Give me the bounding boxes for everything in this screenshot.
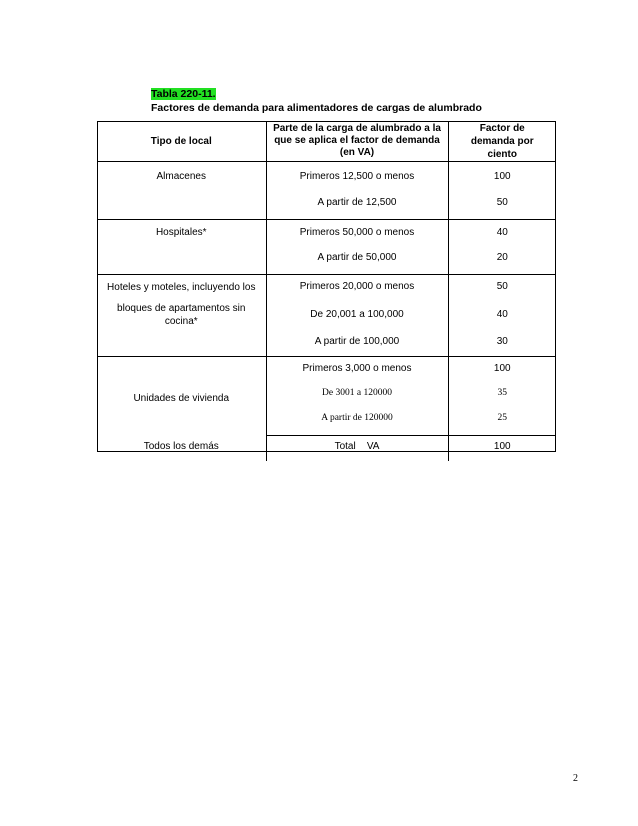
factor-cell: 20 — [496, 252, 508, 263]
page-number: 2 — [573, 773, 578, 784]
factor-cell: 35 — [497, 388, 507, 398]
parte-cell: A partir de 50,000 — [266, 249, 448, 275]
table-number: Tabla 220-11. — [151, 88, 216, 100]
factor-cell: 50 — [496, 197, 508, 208]
tipo-hoteles-line2: bloques de apartamentos sin cocina* — [117, 303, 246, 327]
factor-cell: 50 — [448, 275, 556, 306]
header-tipo-local: Tipo de local — [97, 121, 266, 162]
table-header-row — [97, 121, 556, 162]
factor-cell: 25 — [497, 413, 507, 423]
parte-cell: Primeros 3,000 o menos — [266, 357, 448, 386]
tipo-todos-demas: Todos los demás — [97, 436, 266, 461]
parte-cell: De 20,001 a 100,000 — [266, 305, 448, 333]
factor-cell: 100 — [448, 162, 556, 196]
parte-cell: Primeros 12,500 o menos — [266, 162, 448, 196]
demand-factor-table — [97, 121, 556, 461]
parte-cell: A partir de 120000 — [266, 410, 448, 436]
table-title: Factores de demanda para alimentadores de cargas de alumbrado — [151, 102, 482, 114]
tipo-almacenes: Almacenes — [97, 162, 266, 220]
header-parte-carga: Parte de la carga de alumbrado a la que se aplica el factor de demanda (en VA) — [266, 121, 448, 162]
parte-cell: Total VA — [266, 436, 448, 461]
factor-cell: 40 — [496, 309, 508, 320]
table-caption — [151, 87, 482, 115]
tipo-hoteles — [97, 275, 266, 357]
tipo-unidades-vivienda: Unidades de vivienda — [97, 357, 266, 436]
tipo-hoteles-line1: Hoteles y moteles, incluyendo los — [107, 282, 256, 293]
header-factor-demanda: Factor de demanda por ciento — [470, 122, 534, 160]
tipo-hospitales: Hospitales* — [97, 220, 266, 275]
factor-cell: 100 — [448, 357, 556, 386]
table-row — [97, 357, 556, 386]
table-row — [97, 275, 556, 306]
parte-cell: A partir de 100,000 — [266, 333, 448, 357]
factor-cell: 30 — [496, 336, 508, 347]
parte-cell: Primeros 50,000 o menos — [266, 220, 448, 250]
factor-cell: 40 — [448, 220, 556, 250]
table-row — [97, 220, 556, 250]
table-row — [97, 436, 556, 461]
parte-cell: A partir de 12,500 — [266, 195, 448, 220]
table-row — [97, 162, 556, 196]
factor-cell: 100 — [448, 436, 556, 461]
parte-cell: De 3001 a 120000 — [266, 385, 448, 410]
parte-cell: Primeros 20,000 o menos — [266, 275, 448, 306]
